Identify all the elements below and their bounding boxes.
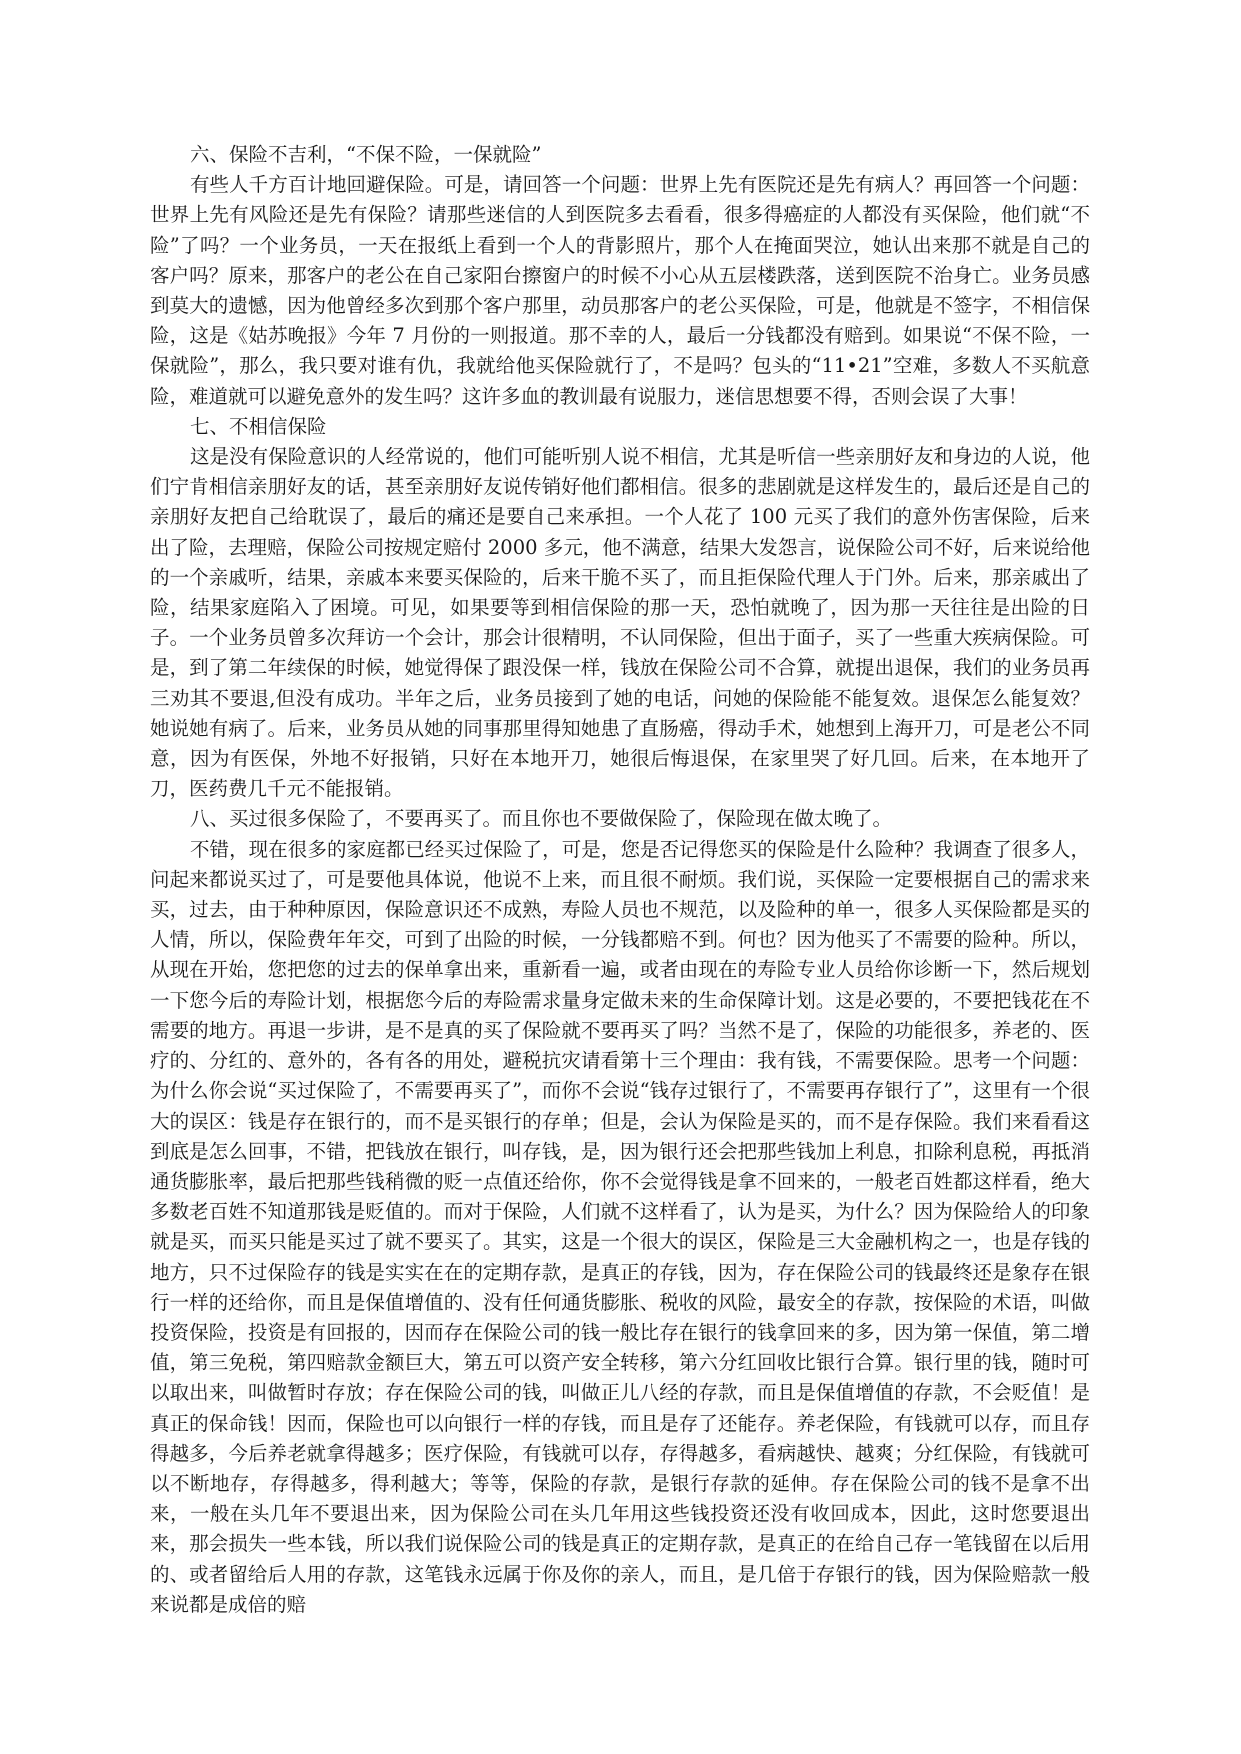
document-page <box>150 140 1090 1620</box>
section-heading-6: 六、保险不吉利，“不保不险，一保就险” <box>189 143 542 166</box>
section-8-paragraph: 不错，现在很多的家庭都已经买过保险了，可是，您是否记得您买的保险是什么险种？我调查了很多人，问起来都说买过了，可是要他具体说，他说不上来，而且很不耐烦。我们说，买保险一定要根据自己的需求来买，过去，由于种种原因，保险意识还不成熟，寿险人员也不规范，以及险种的单一，很多人买保险都是买的人情，所以，保险费年年交，可到了出险的时候，一分钱都赔不到。何也？因为他买了不需要的险种。所以，从现在开始，您把您的过去的保单拿出来，重新看一遍，或者由现在的寿险专业人员给你诊断一下，然后规划一下您今后的寿险计划，根据您今后的寿险需求量身定做未来的生命保障计划。这是必要的，不要把钱花在不需要的地方。再退一步讲，是不是真的买了保险就不要再买了吗？当然不是了，保险的功能很多，养老的、医疗的、分红的、意外的，各有各的用处，避税抗灾请看第十三个理由：我有钱，不需要保险。思考一个问题：为什么你会说“买过保险了，不需要再买了”，而你不会说“钱存过银行了，不需要再存银行了”，这里有一个很大的误区：钱是存在银行的，而不是买银行的存单；但是，会认为保险是买的，而不是存保险。我们来看看这到底是怎么回事，不错，把钱放在银行，叫存钱，是，因为银行还会把那些钱加上利息，扣除利息税，再抵消通货膨胀率，最后把那些钱稍微的贬一点值还给你，你不会觉得钱是拿不回来的，一般老百姓都这样看，绝大多数老百姓不知道那钱是贬值的。而对于保险，人们就不这样看了，认为是买，为什么？因为保险给人的印象就是买，而买只能是买过了就不要买了。其实，这是一个很大的误区，保险是三大金融机构之一，也是存钱的地方，只不过保险存的钱是实实在在的定期存款，是真正的存钱，因为，存在保险公司的钱最终还是象存在银行一样的还给你，而且是保值增值的、没有任何通货膨胀、税收的风险，最安全的存款，按保险的术语，叫做投资保险，投资是有回报的，因而存在保险公司的钱一般比存在银行的钱拿回来的多，因为第一保值，第二增值，第三免税，第四赔款金额巨大，第五可以资产安全转移，第六分红回收比银行合算。银行里的钱，随时可以取出来，叫做暂时存放；存在保险公司的钱，叫做正儿八经的存款，而且是保值增值的存款，不会贬值！是真正的保命钱！因而，保险也可以向银行一样的存钱，而且是存了还能存。养老保险，有钱就可以存，而且存得越多，今后养老就拿得越多；医疗保险，有钱就可以存，存得越多，看病越快、越爽；分红保险，有钱就可以不断地存，存得越多，得利越大；等等，保险的存款，是银行存款的延伸。存在保险公司的钱不是拿不出来，一般在头几年不要退出来，因为保险公司在头几年用这些钱投资还没有收回成本，因此，这时您要退出来，那会损失一些本钱，所以我们说保险公司的钱是真正的定期存款，是真正的在给自己存一笔钱留在以后用的、或者留给后人用的存款，这笔钱永远属于你及你的亲人，而且，是几倍于存银行的钱，因为保险赔款一般来说都是成倍的赔 <box>150 837 1090 1616</box>
section-7-paragraph: 这是没有保险意识的人经常说的，他们可能听别人说不相信，尤其是听信一些亲朋好友和身边的人说，他们宁肯相信亲朋好友的话，甚至亲朋好友说传销好他们都相信。很多的悲剧就是这样发生的，最后还是自己的亲朋好友把自己给耽误了，最后的痛还是要自己来承担。一个人花了 100 元买了我们的意外伤害保险，后来出了险，去理赔，保险公司按规定赔付 2000 多元，他不满意，结果大发怨言，说保险公司不好，后来说给他的一个亲戚听，结果，亲戚本来要买保险的，后来干脆不买了，而且拒保险代理人于门外。后来，那亲戚出了险，结果家庭陷入了困境。可见，如果要等到相信保险的那一天，恐怕就晚了，因为那一天往往是出险的日子。一个业务员曾多次拜访一个会计，那会计很精明，不认同保险，但出于面子，买了一些重大疾病保险。可是，到了第二年续保的时候，她觉得保了跟没保一样，钱放在保险公司不合算，就提出退保，我们的业务员再三劝其不要退,但没有成功。半年之后，业务员接到了她的电话，问她的保险能不能复效。退保怎么能复效？她说她有病了。后来，业务员从她的同事那里得知她患了直肠癌，得动手术，她想到上海开刀，可是老公不同意，因为有医保，外地不好报销，只好在本地开刀，她很后悔退保，在家里哭了好几回。后来，在本地开了刀，医药费几千元不能报销。 <box>150 445 1090 801</box>
section-heading-7: 七、不相信保险 <box>189 414 327 438</box>
section-6-paragraph: 有些人千方百计地回避保险。可是，请回答一个问题：世界上先有医院还是先有病人？再回答一个问题：世界上先有风险还是先有保险？请那些迷信的人到医院多去看看，很多得癌症的人都没有买保险，他们就“不险”了吗？一个业务员，一天在报纸上看到一个人的背影照片，那个人在掩面哭泣，她认出来那不就是自己的客户吗？原来，那客户的老公在自己家阳台擦窗户的时候不小心从五层楼跌落，送到医院不治身亡。业务员感到莫大的遗憾，因为他曾经多次到那个客户那里，动员那客户的老公买保险，可是，他就是不签字，不相信保险，这是《姑苏晚报》今年 7 月份的一则报道。那不幸的人，最后一分钱都没有赔到。如果说“不保不险，一保就险”，那么，我只要对谁有仇，我就给他买保险就行了，不是吗？包头的“11•21”空难，多数人不买航意险，难道就可以避免意外的发生吗？这许多血的教训最有说服力，迷信思想要不得，否则会误了大事！ <box>150 173 1090 408</box>
section-heading-8: 八、买过很多保险了，不要再买了。而且你也不要做保险了，保险现在做太晚了。 <box>189 807 892 831</box>
